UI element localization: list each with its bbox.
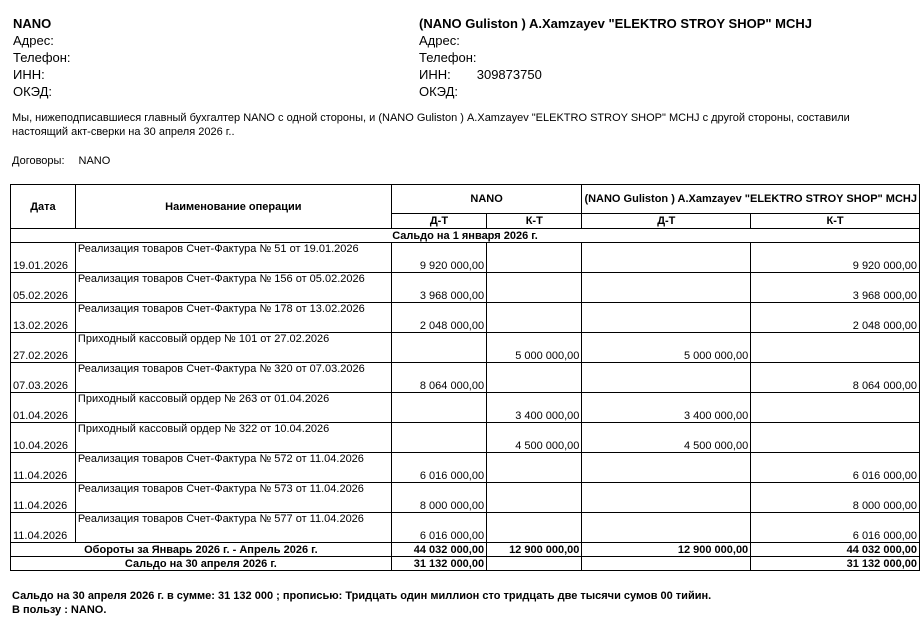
row-party1-debit: 3 968 000,00 (391, 273, 486, 303)
opening-balance-label: Сальдо на 1 января 2026 г. (11, 229, 920, 243)
row-party2-debit: 3 400 000,00 (582, 393, 751, 423)
party2-header (419, 15, 812, 100)
row-party2-credit (751, 423, 920, 453)
row-party2-debit: 4 500 000,00 (582, 423, 751, 453)
party2-phone-label: Телефон: (419, 50, 477, 65)
row-party2-debit (582, 483, 751, 513)
party2-inn-value: 309873750 (476, 67, 542, 82)
closing-party1-debit: 31 132 000,00 (391, 557, 486, 571)
row-party1-credit (487, 303, 582, 333)
row-party2-credit: 8 000 000,00 (751, 483, 920, 513)
closing-party2-debit (582, 557, 751, 571)
row-date: 19.01.2026 (11, 243, 76, 273)
turnover-row (11, 543, 920, 557)
party2-name: (NANO Guliston ) A.Xamzayev "ELEKTRO STROY SHOP" MCHJ (419, 16, 812, 31)
party1-okad-label: ОКЭД: (13, 84, 53, 99)
row-party2-debit (582, 243, 751, 273)
turnover-party1-debit: 44 032 000,00 (391, 543, 486, 557)
row-party1-debit: 2 048 000,00 (391, 303, 486, 333)
row-party2-credit: 8 064 000,00 (751, 363, 920, 393)
row-date: 11.04.2026 (11, 483, 76, 513)
row-date: 13.02.2026 (11, 303, 76, 333)
row-party2-debit: 5 000 000,00 (582, 333, 751, 363)
row-party1-credit (487, 363, 582, 393)
row-party2-credit: 2 048 000,00 (751, 303, 920, 333)
table-row (11, 483, 920, 513)
row-operation: Реализация товаров Счет-Фактура № 573 от 11.04.2026 (75, 483, 391, 513)
row-party1-credit (487, 483, 582, 513)
row-party1-debit: 8 064 000,00 (391, 363, 486, 393)
table-row (11, 363, 920, 393)
party2-okad-label: ОКЭД: (419, 84, 459, 99)
closing-balance-row (11, 557, 920, 571)
row-date: 05.02.2026 (11, 273, 76, 303)
contracts-value: NANO (78, 155, 111, 167)
table-row (11, 423, 920, 453)
row-party2-credit (751, 393, 920, 423)
row-party1-credit (487, 273, 582, 303)
row-operation: Приходный кассовый ордер № 322 от 10.04.2026 (75, 423, 391, 453)
turnover-label: Обороты за Январь 2026 г. - Апрель 2026 г. (11, 543, 392, 557)
row-party2-credit: 6 016 000,00 (751, 453, 920, 483)
party2-inn-row (419, 66, 812, 83)
row-party1-debit: 9 920 000,00 (391, 243, 486, 273)
row-party2-credit: 9 920 000,00 (751, 243, 920, 273)
final-summary (12, 589, 711, 617)
table-row (11, 393, 920, 423)
row-party1-credit (487, 513, 582, 543)
table-row (11, 333, 920, 363)
final-balance-text: Сальдо на 30 апреля 2026 г. в сумме: 31 132 000 ; прописью: Тридцать один миллион сто тридцать две тысячи сумов 00 тийин. (12, 590, 712, 602)
row-date: 11.04.2026 (11, 513, 76, 543)
closing-balance-label: Сальдо на 30 апреля 2026 г. (11, 557, 392, 571)
row-date: 27.02.2026 (11, 333, 76, 363)
row-operation: Реализация товаров Счет-Фактура № 156 от 05.02.2026 (75, 273, 391, 303)
turnover-party2-debit: 12 900 000,00 (582, 543, 751, 557)
row-party2-credit (751, 333, 920, 363)
opening-balance-row (11, 229, 920, 243)
party2-address-label: Адрес: (419, 33, 460, 48)
row-party2-debit (582, 303, 751, 333)
table-row (11, 273, 920, 303)
row-party1-debit (391, 393, 486, 423)
row-party2-debit (582, 363, 751, 393)
row-operation: Приходный кассовый ордер № 101 от 27.02.2026 (75, 333, 391, 363)
contracts-label: Договоры: (12, 155, 65, 167)
row-operation: Реализация товаров Счет-Фактура № 572 от 11.04.2026 (75, 453, 391, 483)
party1-inn-label: ИНН: (13, 67, 45, 82)
row-party1-credit: 3 400 000,00 (487, 393, 582, 423)
row-party1-credit (487, 453, 582, 483)
row-party1-debit: 8 000 000,00 (391, 483, 486, 513)
turnover-party1-credit: 12 900 000,00 (487, 543, 582, 557)
row-party1-debit (391, 333, 486, 363)
row-operation: Реализация товаров Счет-Фактура № 577 от 11.04.2026 (75, 513, 391, 543)
row-operation: Реализация товаров Счет-Фактура № 178 от 13.02.2026 (75, 303, 391, 333)
reconciliation-table (10, 184, 920, 571)
row-operation: Реализация товаров Счет-Фактура № 320 от 07.03.2026 (75, 363, 391, 393)
row-party1-debit: 6 016 000,00 (391, 453, 486, 483)
party1-phone-label: Телефон: (13, 50, 71, 65)
party2-debit-header: Д-Т (582, 214, 751, 229)
closing-party2-credit: 31 132 000,00 (751, 557, 920, 571)
row-party2-credit: 3 968 000,00 (751, 273, 920, 303)
contracts-line (12, 155, 110, 167)
row-party2-debit (582, 453, 751, 483)
row-party1-credit: 4 500 000,00 (487, 423, 582, 453)
party2-credit-header: К-Т (751, 214, 920, 229)
row-party1-credit (487, 243, 582, 273)
table-row (11, 513, 920, 543)
row-party2-debit (582, 273, 751, 303)
row-operation: Реализация товаров Счет-Фактура № 51 от 19.01.2026 (75, 243, 391, 273)
party1-address-label: Адрес: (13, 33, 54, 48)
col-party2-header: (NANO Guliston ) A.Xamzayev "ELEKTRO STROY SHOP" MCHJ (582, 185, 920, 214)
row-operation: Приходный кассовый ордер № 263 от 01.04.2026 (75, 393, 391, 423)
row-date: 01.04.2026 (11, 393, 76, 423)
row-date: 11.04.2026 (11, 453, 76, 483)
turnover-party2-credit: 44 032 000,00 (751, 543, 920, 557)
party1-debit-header: Д-Т (391, 214, 486, 229)
party1-credit-header: К-Т (487, 214, 582, 229)
col-operation-header: Наименование операции (75, 185, 391, 229)
party1-header (13, 15, 71, 100)
row-party1-credit: 5 000 000,00 (487, 333, 582, 363)
party1-name: NANO (13, 16, 52, 31)
party2-inn-label: ИНН: (419, 67, 451, 82)
col-party1-header: NANO (391, 185, 582, 214)
row-party2-debit (582, 513, 751, 543)
row-party2-credit: 6 016 000,00 (751, 513, 920, 543)
row-party1-debit: 6 016 000,00 (391, 513, 486, 543)
table-row (11, 303, 920, 333)
row-party1-debit (391, 423, 486, 453)
in-favor-text: В пользу : NANO. (12, 604, 107, 616)
closing-party1-credit (487, 557, 582, 571)
col-date-header: Дата (11, 185, 76, 229)
intro-text: Мы, нижеподписавшиеся главный бухгалтер NANO с одной стороны, и (NANO Guliston ) A.Xamzayev "ELEKTRO STROY SHOP" MCHJ с другой стороны, составили настоящий акт-сверки на 30 апреля 2026 г.. (12, 112, 850, 138)
row-date: 07.03.2026 (11, 363, 76, 393)
table-row (11, 243, 920, 273)
table-row (11, 453, 920, 483)
row-date: 10.04.2026 (11, 423, 76, 453)
